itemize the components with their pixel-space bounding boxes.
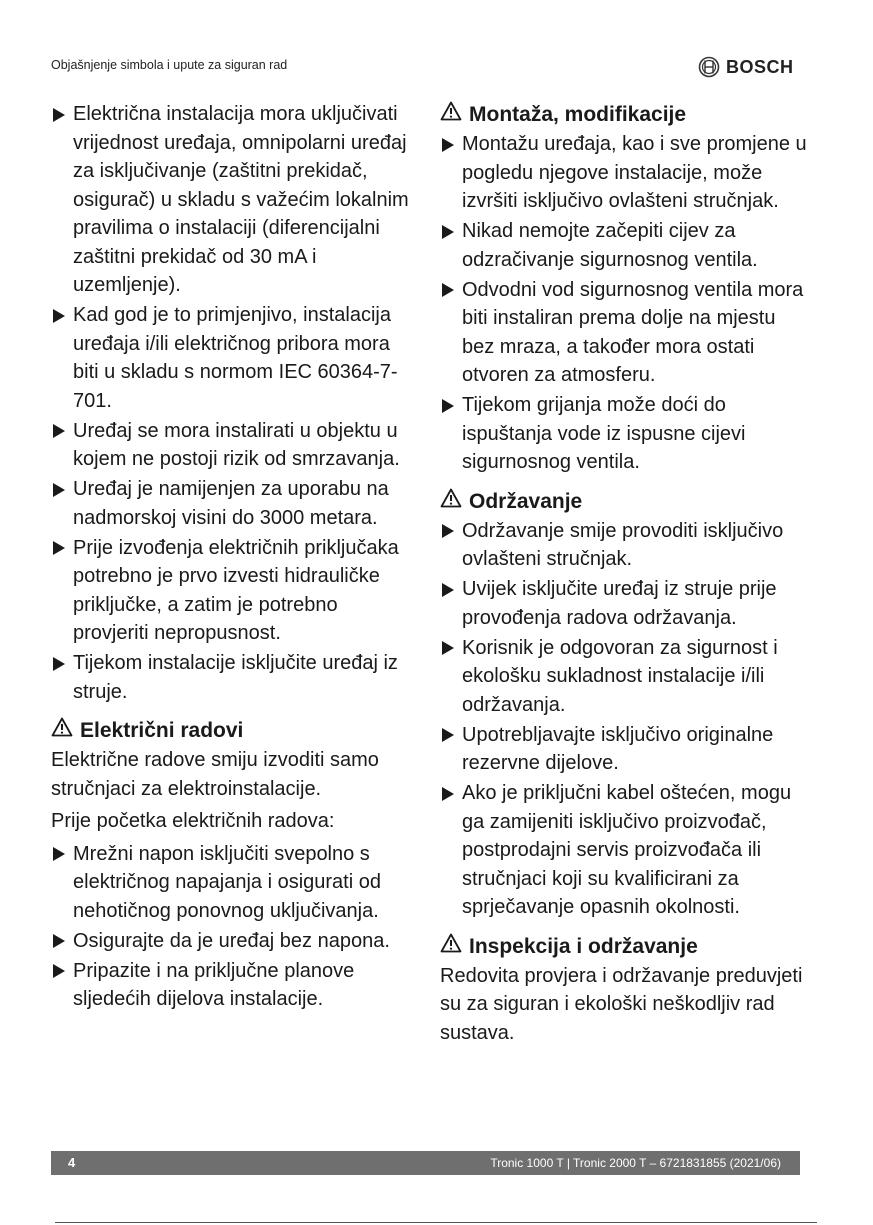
- bullet-triangle-icon: [442, 225, 454, 239]
- warning-triangle-icon: [440, 487, 462, 517]
- bosch-logo: [698, 56, 794, 78]
- footer-bar: [51, 1151, 800, 1175]
- list-item: Upotrebljavajte isključivo originalne rezervne dijelove.: [440, 721, 812, 778]
- list-item: Održavanje smije provoditi isključivo ovlašteni stručnjak.: [440, 517, 812, 574]
- warning-triangle-icon: [51, 716, 73, 746]
- section-heading-maintenance: Održavanje: [440, 487, 812, 517]
- bullet-triangle-icon: [53, 309, 65, 323]
- bullet-triangle-icon: [442, 283, 454, 297]
- paragraph: Električne radove smiju izvoditi samo stručnjaci za elektroinstalacije.: [51, 749, 379, 800]
- list-item: Ako je priključni kabel oštećen, mogu ga zamijeniti isključivo proizvođač, postprodajni servis proizvođača ili stručnjaci koji su kvalificirani za sprječavanje opasnih okolnosti.: [440, 779, 812, 922]
- page-number: 4: [68, 1155, 76, 1170]
- bullet-triangle-icon: [53, 541, 65, 555]
- list-item: Uređaj se mora instalirati u objektu u kojem ne postoji rizik od smrzavanja.: [51, 417, 417, 474]
- bullet-triangle-icon: [442, 641, 454, 655]
- bullet-triangle-icon: [442, 138, 454, 152]
- bullet-triangle-icon: [53, 934, 65, 948]
- bosch-logo-text: BOSCH: [726, 56, 794, 77]
- list-item: Tijekom grijanja može doći do ispuštanja vode iz ispusne cijevi sigurnosnog ventila.: [440, 391, 812, 477]
- bullet-triangle-icon: [53, 424, 65, 438]
- list-item: Montažu uređaja, kao i sve promjene u pogledu njegove instalacije, može izvršiti isključivo ovlašteni stručnjak.: [440, 130, 812, 216]
- section-heading-electrical-work: Električni radovi: [51, 716, 417, 746]
- list-item: Nikad nemojte začepiti cijev za odzračivanje sigurnosnog ventila.: [440, 217, 812, 274]
- bullet-triangle-icon: [442, 728, 454, 742]
- bullet-triangle-icon: [53, 847, 65, 861]
- list-item: Tijekom instalacije isključite uređaj iz struje.: [51, 649, 417, 706]
- list-item: Kad god je to primjenjivo, instalacija uređaja i/ili električnog pribora mora biti u skladu s normom IEC 60364-7-701.: [51, 301, 417, 415]
- document-reference: Tronic 1000 T | Tronic 2000 T – 6721831855 (2021/06): [490, 1156, 781, 1170]
- list-item: Uvijek isključite uređaj iz struje prije provođenja radova održavanja.: [440, 575, 812, 632]
- list-item: Korisnik je odgovoran za sigurnost i ekološku sukladnost instalacije i/ili održavanja.: [440, 634, 812, 720]
- divider: [55, 1222, 817, 1223]
- list-item: Mrežni napon isključiti svepolno s električnog napajanja i osigurati od nehotičnog ponovnog uključivanja.: [51, 840, 417, 926]
- list-item: Prije izvođenja električnih priključaka potrebno je prvo izvesti hidrauličke priključke, a zatim je potrebno provjeriti nepropusnost.: [51, 534, 417, 648]
- bullet-triangle-icon: [442, 583, 454, 597]
- warning-triangle-icon: [440, 100, 462, 130]
- left-column: [51, 100, 417, 1015]
- bullet-triangle-icon: [442, 524, 454, 538]
- paragraph: Redovita provjera i održavanje preduvjeti su za siguran i ekološki neškodljiv rad sustava.: [440, 964, 803, 1044]
- bullet-triangle-icon: [53, 483, 65, 497]
- list-item: Uređaj je namijenjen za uporabu na nadmorskoj visini do 3000 metara.: [51, 475, 417, 532]
- paragraph: Prije početka električnih radova:: [51, 810, 335, 832]
- list-item: Odvodni vod sigurnosnog ventila mora biti instaliran prema dolje na mjestu bez mraza, a također mora ostati otvoren za atmosferu.: [440, 276, 812, 390]
- page-header-title: Objašnjenje simbola i upute za siguran rad: [51, 58, 288, 72]
- section-heading-assembly: Montaža, modifikacije: [440, 100, 812, 130]
- warning-triangle-icon: [440, 932, 462, 962]
- bullet-triangle-icon: [442, 399, 454, 413]
- bullet-triangle-icon: [53, 657, 65, 671]
- right-column: [440, 100, 812, 1051]
- section-heading-inspection: Inspekcija i održavanje: [440, 932, 812, 962]
- list-item: Električna instalacija mora uključivati vrijednost uređaja, omnipolarni uređaj za isključivanje (zaštitni prekidač, osigurač) u skladu s važećim lokalnim pravilima o instalaciji (diferencijalni zaštitni prekidač od 30 mA i uzemljenje).: [51, 100, 417, 300]
- bullet-triangle-icon: [442, 787, 454, 801]
- list-item: Pripazite i na priključne planove sljedećih dijelova instalacije.: [51, 957, 417, 1014]
- bosch-armature-icon: [698, 56, 720, 78]
- bullet-triangle-icon: [53, 964, 65, 978]
- list-item: Osigurajte da je uređaj bez napona.: [51, 927, 417, 956]
- bullet-triangle-icon: [53, 108, 65, 122]
